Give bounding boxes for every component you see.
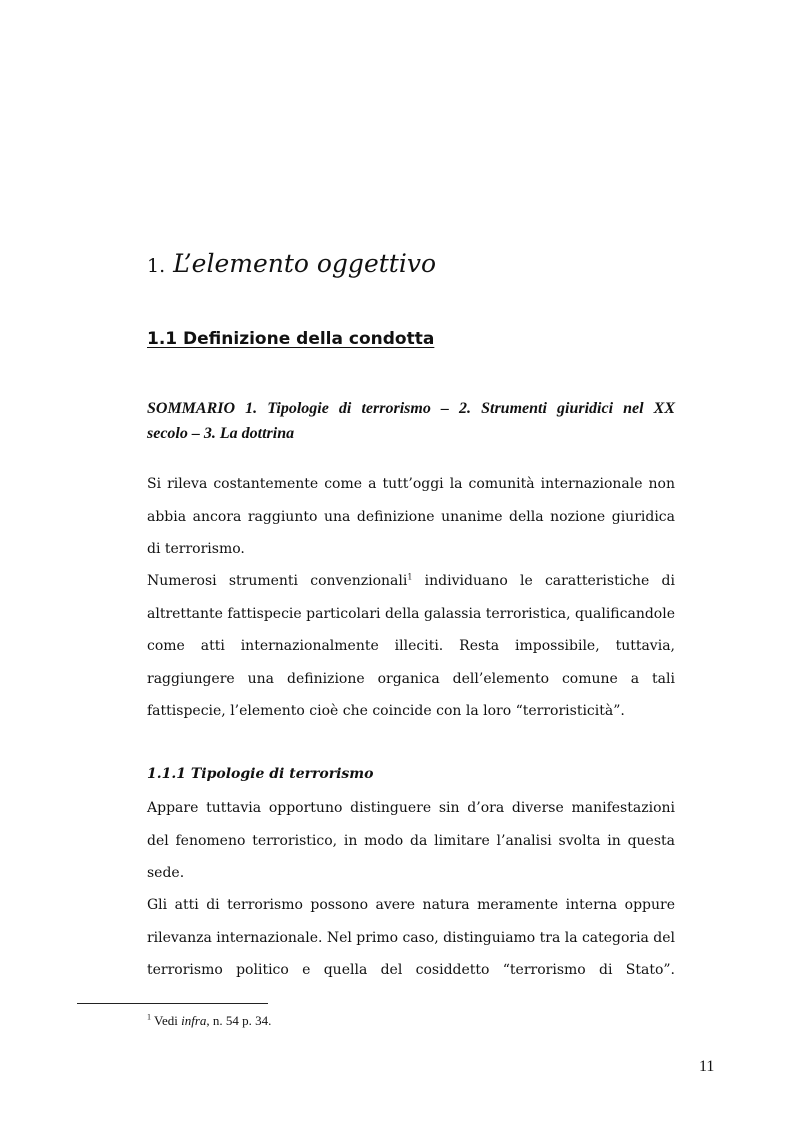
text-line: Si rileva costantemente come a tutt’oggi la comunità internazionale non [147, 476, 675, 492]
text-line: altrettante fattispecie particolari della galassia terroristica, qualificandole [147, 605, 675, 622]
text-line: raggiungere una definizione organica dell’elemento comune a tali [147, 670, 675, 687]
summary-line: SOMMARIO 1. Tipologie di terrorismo – 2. Strumenti giuridici nel XX [147, 400, 675, 417]
text-line: sede. [147, 865, 185, 881]
footnote-text: , n. 54 p. 34. [206, 1013, 272, 1028]
text-line: come atti internazionalmente illeciti. Resta impossibile, tuttavia, [147, 638, 675, 654]
text-line: fattispecie, l’elemento cioè che coincide con la loro “terroristicità”. [147, 703, 625, 719]
footnote [147, 1012, 271, 1030]
paragraph-instruments [147, 565, 675, 728]
text-line: terrorismo politico e quella del cosiddetto “terrorismo di Stato”. [147, 962, 675, 978]
summary-line: secolo – 3. La dottrina [147, 425, 295, 442]
page-number: 11 [699, 1058, 715, 1075]
paragraph-nature [147, 889, 675, 987]
chapter-title [147, 246, 436, 284]
text-line: di terrorismo. [147, 541, 245, 557]
chapter-title-text: L’elemento oggettivo [173, 249, 436, 278]
text-fragment: individuano le caratteristiche di [412, 573, 675, 589]
text-line: del fenomeno terroristico, in modo da limitare l’analisi svolta in questa [147, 832, 675, 849]
text-line: Appare tuttavia opportuno distinguere sin d’ora diverse manifestazioni [147, 800, 675, 816]
text-fragment: Numerosi strumenti convenzionali [147, 573, 408, 589]
text-line: abbia ancora raggiunto una definizione unanime della nozione giuridica [147, 508, 675, 525]
chapter-number: 1. [147, 255, 166, 277]
footnote-reference[interactable]: 1 [407, 572, 413, 582]
footnote-separator [77, 1003, 268, 1004]
subsection-title: 1.1.1 Tipologie di terrorismo [147, 766, 374, 782]
paragraph-typologies [147, 792, 675, 890]
summary-block [147, 396, 675, 446]
paragraph-intro [147, 468, 675, 566]
text-line: rilevanza internazionale. Nel primo caso, distinguiamo tra la categoria del [147, 929, 675, 946]
footnote-text: Vedi [151, 1013, 182, 1028]
text-line [147, 565, 675, 598]
footnote-italic: infra [181, 1013, 207, 1028]
text-line: Gli atti di terrorismo possono avere natura meramente interna oppure [147, 897, 675, 913]
section-title: 1.1 Definizione della condotta [147, 329, 435, 349]
footnote-marker: 1 [147, 1012, 151, 1022]
